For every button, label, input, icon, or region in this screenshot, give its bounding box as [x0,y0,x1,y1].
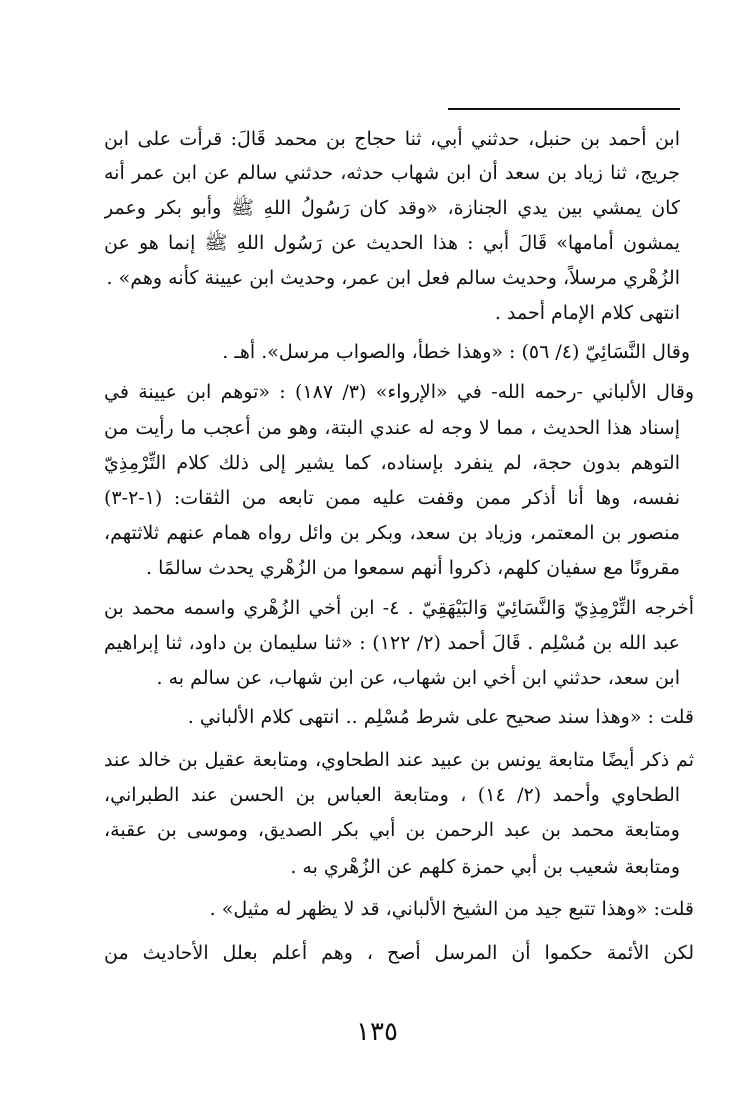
text-line: نفسه، وها أنا أذكر ممن وقفت عليه ممن تابعه من الثقات: (١-٢-٣) [104,487,680,509]
footnote-separator-rule [448,108,680,110]
text-line: الزُهْري مرسلاً، وحديث سالم فعل ابن عمر، وحديث ابن عيينة كأنه وهم» . [106,267,680,289]
text-line: ابن سعد، حدثني ابن أخي ابن شهاب، عن ابن شهاب، عن سالم به . [156,667,680,689]
page-number: ١٣٥ [356,1017,398,1047]
text-line: مقرونًا مع سفيان كلهم، ذكروا أنهم سمعوا من الزُهْري يحدث سالمًا . [146,557,680,579]
text-line: منصور بن المعتمر، وزياد بن سعد، وبكر بن وائل رواه همام عنهم ثلاثتهم، [104,522,680,544]
text-line: يمشون أمامها» قَالَ أبي : هذا الحديث عن رَسُول اللهِ ﷺ إنما هو عن [104,232,680,254]
text-line: وقال النَّسَائِيّ (٤/ ٥٦) : «وهذا خطأ، والصواب مرسل». أهـ . [222,341,690,363]
text-line: ومتابعة شعيب بن أبي حمزة كلهم عن الزُهْري به . [290,856,680,878]
text-line: أخرجه التِّرْمِذِيّ وَالنَّسَائِيّ وَالبَيْهَقِيّ . ٤- ابن أخي الزُهْري واسمه محمد بن [104,597,694,619]
text-line: ومتابعة محمد بن عبد الرحمن بن أبي بكر الصديق، وموسى بن عقبة، [104,819,680,841]
text-line: وقال الألباني -رحمه الله- في «الإرواء» (٣/ ١٨٧) : «توهم ابن عيينة في [104,381,694,403]
text-line: إسناد هذا الحديث ، مما لا وجه له عندي البتة، وهو من أعجب ما رأيت من [104,417,680,439]
text-line: لكن الأئمة حكموا أن المرسل أصح ، وهم أعلم بعلل الأحاديث من [104,942,694,964]
text-line: عبد الله بن مُسْلِم . قَالَ أحمد (٢/ ١٢٢) : «ثنا سليمان بن داود، ثنا إبراهيم [104,632,680,654]
text-line: التوهم بدون حجة، لم ينفرد بإسناده، كما يشير إلى ذلك كلام التِّرْمِذِيّ [104,452,680,474]
text-line: كان يمشي بين يدي الجنازة، «وقد كان رَسُولُ اللهِ ﷺ وأبو بكر وعمر [104,197,680,219]
text-line: ابن أحمد بن حنبل، حدثني أبي، ثنا حجاج بن محمد قَالَ: قرأت على ابن [104,128,680,150]
text-line: الطحاوي وأحمد (٢/ ١٤) ، ومتابعة العباس بن الحسن عند الطبراني، [104,784,680,806]
text-line: جريج، ثنا زياد بن سعد أن ابن شهاب حدثه، حدثني سالم عن ابن عمر أنه [104,162,680,184]
text-line: قلت: «وهذا تتبع جيد من الشيخ الألباني، قد لا يظهر له مثيل» . [209,898,694,920]
text-line: ثم ذكر أيضًا متابعة يونس بن عبيد عند الطحاوي، ومتابعة عقيل بن خالد عند [104,749,694,771]
text-line: انتهى كلام الإمام أحمد . [494,302,680,324]
text-line: قلت : «وهذا سند صحيح على شرط مُسْلِم .. انتهى كلام الألباني . [187,706,694,728]
